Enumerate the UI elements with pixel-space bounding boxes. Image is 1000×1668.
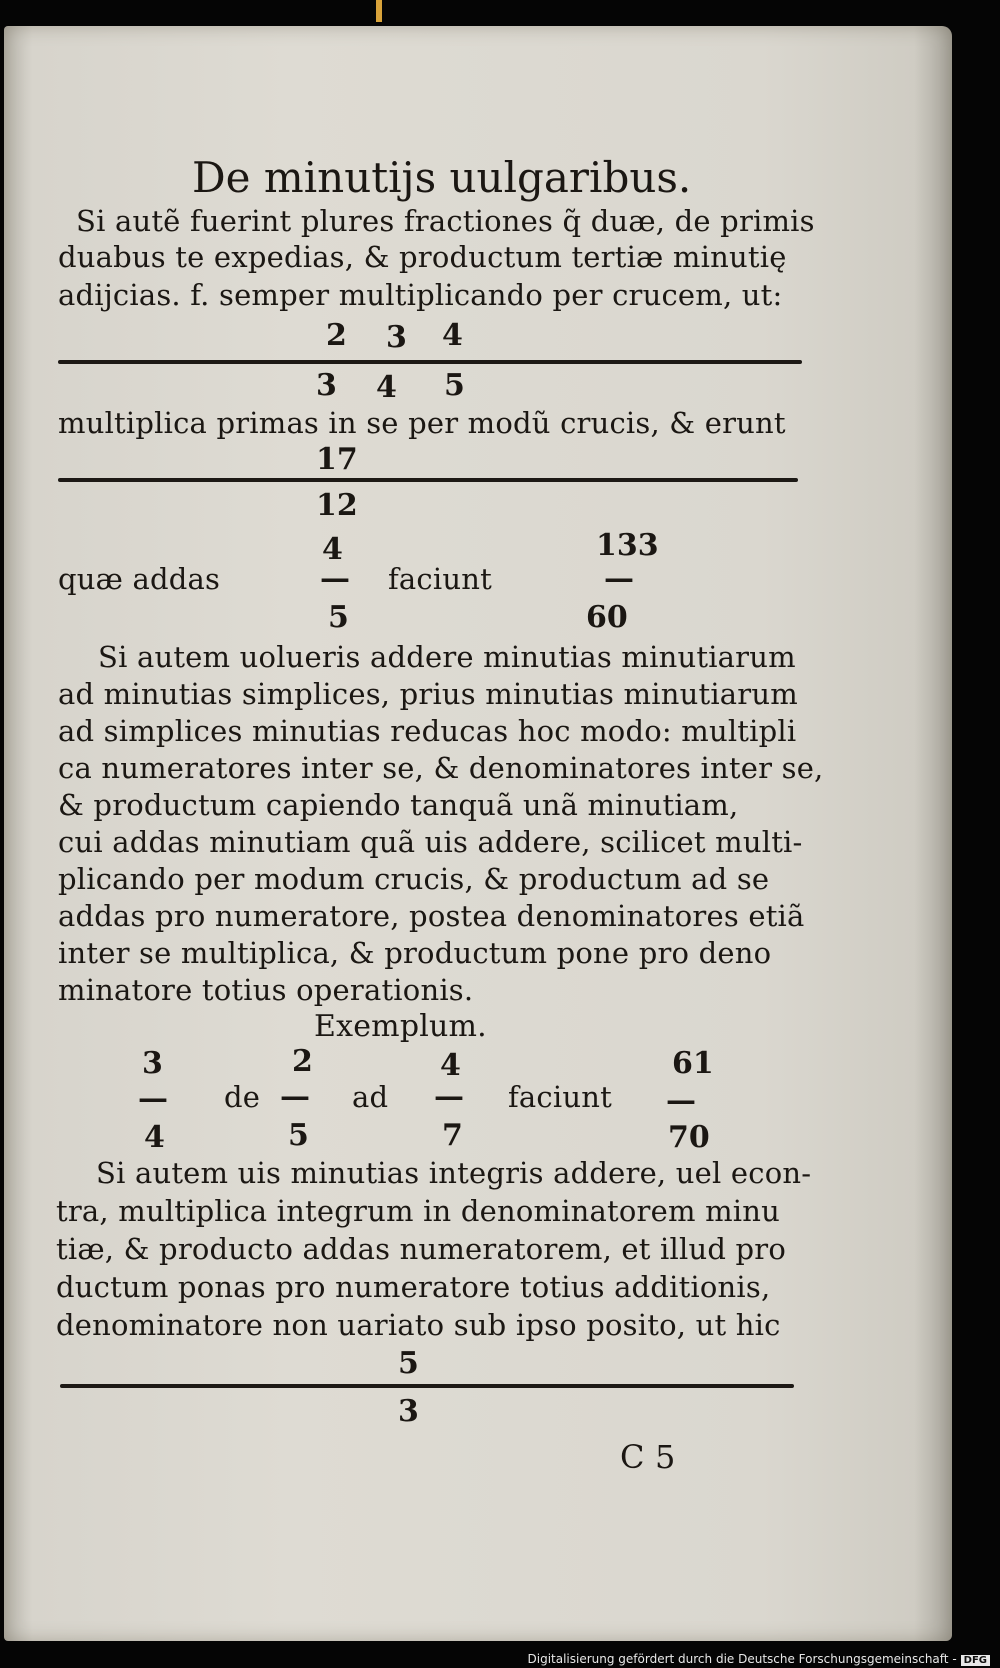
fraction-numerator: 4	[322, 532, 343, 567]
dfg-logo: DFG	[961, 1655, 990, 1666]
text-line: tra, multiplica integrum in denominatorem minu	[56, 1194, 781, 1228]
fraction-numerator: 2	[326, 318, 347, 353]
fraction-numerator: 4	[442, 318, 463, 353]
text-line: ad	[352, 1080, 389, 1114]
fraction-numerator: 3	[142, 1046, 163, 1081]
text-line: minatore totius operationis.	[58, 973, 474, 1007]
text-line: denominatore non uariato sub ipso posito, ut hic	[56, 1308, 781, 1342]
text-line: & productum capiendo tanquã unã minutiam,	[58, 788, 739, 822]
fraction-denominator: 5	[288, 1118, 309, 1153]
fraction-denominator: 12	[316, 488, 358, 523]
fraction-numerator: 61	[672, 1046, 714, 1081]
text-line: duabus te expedias, & productum tertiæ minutię	[58, 240, 787, 274]
text-line: tiæ, & producto addas numeratorem, et illud pro	[56, 1232, 787, 1266]
fraction-bar: —	[604, 561, 634, 596]
fraction-denominator: 3	[398, 1394, 419, 1429]
example-title: Exemplum.	[314, 1009, 487, 1044]
text-line: inter se multiplica, & productum pone pro deno	[58, 936, 772, 970]
fraction-bar: —	[320, 561, 350, 596]
text-line: ductum ponas pro numeratore totius additionis,	[56, 1270, 771, 1304]
text-line: cui addas minutiam quã uis addere, scilicet multi-	[58, 825, 803, 859]
text-line: quæ addas	[58, 562, 221, 596]
fraction-numerator: 5	[398, 1346, 419, 1381]
fraction-denominator: 4	[144, 1120, 165, 1155]
fraction-rule	[58, 360, 802, 364]
fraction-denominator: 3	[316, 368, 337, 403]
fraction-bar: —	[280, 1079, 310, 1114]
fraction-numerator: 133	[596, 528, 659, 563]
text-line: faciunt	[388, 562, 492, 596]
text-line: ad minutias simplices, prius minutias minutiarum	[58, 677, 798, 711]
fraction-denominator: 7	[442, 1118, 463, 1153]
book-page	[4, 26, 952, 1641]
fraction-rule	[60, 1384, 794, 1388]
text-line: ca numeratores inter se, & denominatores inter se,	[58, 751, 824, 785]
fraction-denominator: 5	[328, 600, 349, 635]
fraction-numerator: 17	[316, 442, 358, 477]
fraction-denominator: 4	[376, 370, 397, 405]
page-heading: De minutijs uulgaribus.	[192, 153, 692, 202]
fraction-numerator: 3	[386, 320, 407, 355]
fraction-bar: —	[666, 1083, 696, 1118]
fraction-numerator: 2	[292, 1044, 313, 1079]
text-line: Si autem uis minutias integris addere, uel econ-	[96, 1156, 812, 1190]
text-line: ad simplices minutias reducas hoc modo: multipli	[58, 714, 797, 748]
fraction-denominator: 60	[586, 600, 628, 635]
text-line: addas pro numeratore, postea denominatores etiã	[58, 899, 805, 933]
fraction-denominator: 70	[668, 1120, 710, 1155]
text-line: faciunt	[508, 1080, 612, 1114]
fraction-bar: —	[434, 1079, 464, 1114]
text-line: adijcias. f. semper multiplicando per crucem, ut:	[58, 278, 783, 312]
text-line: Si autẽ fuerint plures fractiones q̃ duæ, de primis	[76, 204, 815, 238]
text-line: plicando per modum crucis, & productum ad se	[58, 862, 770, 896]
digitization-footer	[528, 1652, 991, 1666]
text-line: Si autem uolueris addere minutias minutiarum	[98, 640, 796, 674]
fraction-rule	[58, 478, 798, 482]
signature-mark: C 5	[620, 1438, 676, 1476]
fraction-numerator: 4	[440, 1048, 461, 1083]
fraction-denominator: 5	[444, 368, 465, 403]
text-line: multiplica primas in se per modũ crucis, & erunt	[58, 406, 786, 440]
footer-text: Digitalisierung gefördert durch die Deutsche Forschungsgemeinschaft -	[527, 1652, 957, 1666]
book-spine-marker	[376, 0, 382, 22]
text-line: de	[224, 1080, 261, 1114]
fraction-bar: —	[138, 1081, 168, 1116]
